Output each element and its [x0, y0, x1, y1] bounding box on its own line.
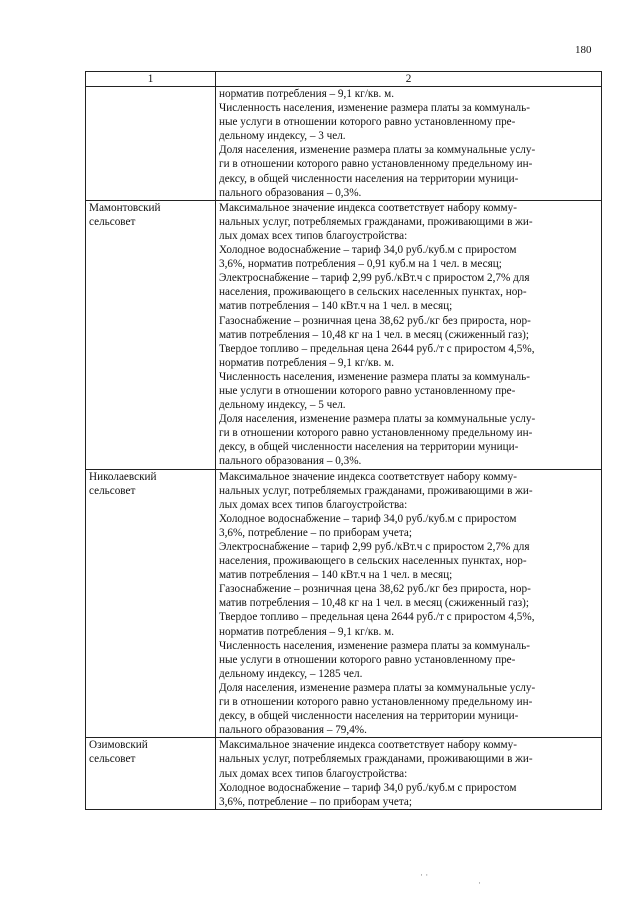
paragraph: Численность населения, изменение размера платы за коммуналь- ные услуги в отношении которого равно установленному пре- дельному индексу, – 1285 чел. — [219, 639, 530, 680]
utility-index-table — [85, 71, 602, 810]
page-number: 180 — [575, 44, 592, 56]
paragraph: Холодное водоснабжение – тариф 34,0 руб./куб.м с приростом 3,6%, потребление – по приборам учета; — [219, 512, 517, 539]
description-cell — [216, 200, 602, 469]
paragraph: Доля населения, изменение размера платы за коммунальные услу- ги в отношении которого равно установленному предельному ин- дексу, в общей численности населения на территории муници- пального образования – 0,3%. — [219, 413, 536, 468]
paragraph: Электроснабжение – тариф 2,99 руб./кВт.ч с приростом 2,7% для населения, проживающего в сельских населенных пунктах, нор- матив потребления – 140 кВт.ч на 1 чел. в месяц; — [219, 272, 530, 313]
column-header-1: 1 — [86, 72, 216, 87]
district-name: Мамонтовский сельсовет — [89, 201, 161, 228]
description-cell — [216, 738, 602, 809]
paragraph: Холодное водоснабжение – тариф 34,0 руб./куб.м с приростом 3,6%, норматив потребления – 0,91 куб.м на 1 чел. в месяц; — [219, 244, 517, 271]
table-row-mamontovsky — [86, 200, 602, 469]
paragraph: Газоснабжение – розничная цена 38,62 руб./кг без прироста, нор- матив потребления – 10,48 кг на 1 чел. в месяц (сжиженный газ); — [219, 583, 531, 610]
column-header-2: 2 — [216, 72, 602, 87]
scan-speck-mark: · — [478, 878, 481, 888]
paragraph: Численность населения, изменение размера платы за коммуналь- ные услуги в отношении которого равно установленному пре- дельному индексу, – 5 чел. — [219, 370, 530, 412]
paragraph: Твердое топливо – предельная цена 2644 руб./т с приростом 4,5%, норматив потребления – 9,1 кг/кв. м. — [219, 342, 535, 369]
scan-speck-mark: · · — [420, 870, 429, 880]
paragraph: Твердое топливо – предельная цена 2644 руб./т с приростом 4,5%, норматив потребления – 9,1 кг/кв. м. — [219, 611, 535, 638]
district-cell — [86, 738, 216, 809]
district-cell — [86, 87, 216, 201]
paragraph: Электроснабжение – тариф 2,99 руб./кВт.ч с приростом 2,7% для населения, проживающего в сельских населенных пунктах, нор- матив потребления – 140 кВт.ч на 1 чел. в месяц; — [219, 541, 530, 582]
paragraph: Доля населения, изменение размера платы за коммунальные услу- ги в отношении которого равно установленному предельному ин- дексу, в общей численности населения на территории муници- пального образования – 79,4%. — [219, 681, 536, 737]
paragraph: Доля населения, изменение размера платы за коммунальные услу- ги в отношении которого равно установленному предельному ин- дексу, в общей численности населения на территории муници- пального образования – 0,3%. — [219, 144, 536, 199]
description-cell — [216, 87, 602, 201]
paragraph: Максимальное значение индекса соответствует набору комму- нальных услуг, потребляемых гражданами, проживающими в жи- лых домах всех типов благоустройства: — [219, 470, 533, 511]
table-row-nikolaevsky — [86, 469, 602, 738]
paragraph: Холодное водоснабжение – тариф 34,0 руб./куб.м с приростом 3,6%, потребление – по приборам учета; — [219, 781, 517, 808]
district-cell — [86, 200, 216, 469]
paragraph: норматив потребления – 9,1 кг/кв. м. — [219, 88, 395, 100]
table-row-ozimovsky — [86, 738, 602, 809]
paragraph: Максимальное значение индекса соответствует набору комму- нальных услуг, потребляемых гражданами, проживающими в жи- лых домах всех типов благоустройства: — [219, 739, 533, 780]
table-header-row — [86, 72, 602, 87]
paragraph: Газоснабжение – розничная цена 38,62 руб./кг без прироста, нор- матив потребления – 10,48 кг на 1 чел. в месяц (сжиженный газ); — [219, 314, 531, 341]
district-name: Озимовский сельсовет — [89, 739, 148, 766]
paragraph: Численность населения, изменение размера платы за коммуналь- ные услуги в отношении которого равно установленному пре- дельному индексу, – 3 чел. — [219, 102, 530, 143]
district-name: Николаевский сельсовет — [89, 470, 157, 497]
table-row-continuation — [86, 87, 602, 201]
district-cell — [86, 469, 216, 738]
paragraph: Максимальное значение индекса соответствует набору комму- нальных услуг, потребляемых гражданами, проживающими в жи- лых домах всех типов благоустройства: — [219, 201, 533, 242]
description-cell — [216, 469, 602, 738]
